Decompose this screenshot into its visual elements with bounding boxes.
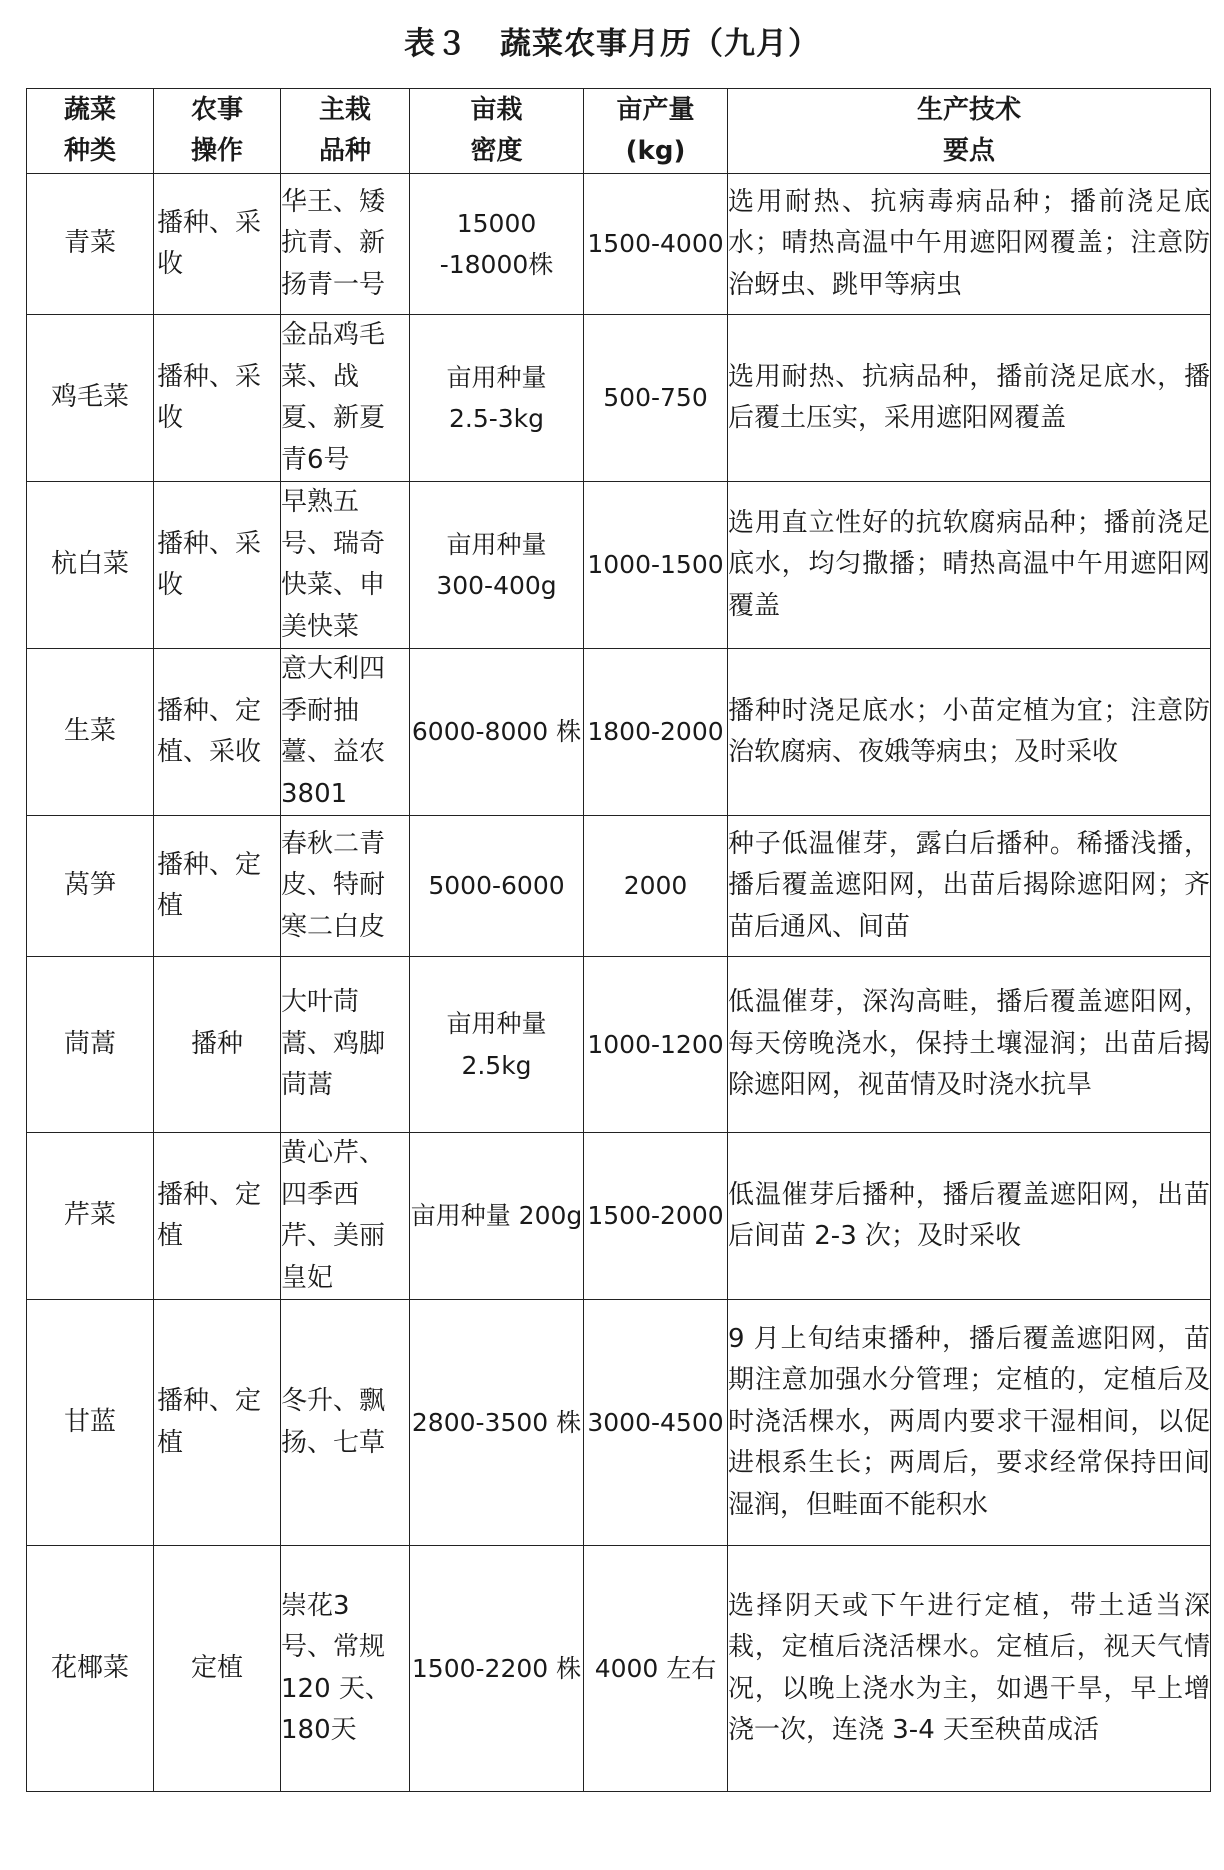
yield-cell: 500-750 <box>584 315 728 482</box>
operation-cell: 播种、定植、采收 <box>154 649 281 816</box>
header-row <box>27 89 1211 174</box>
operation-cell: 播种、定植 <box>154 1133 281 1300</box>
density-cell: 15000 -18000株 <box>410 174 584 315</box>
density-cell: 亩用种量 200g <box>410 1133 584 1300</box>
yield-cell: 1500-2000 <box>584 1133 728 1300</box>
crop-cell: 茼蒿 <box>27 957 154 1133</box>
table-row <box>27 649 1211 816</box>
header-density: 亩栽 密度 <box>410 89 584 174</box>
table-title: 表３ 蔬菜农事月历（九月） <box>404 26 820 62</box>
tech-cell: 低温催芽后播种，播后覆盖遮阳网，出苗后间苗 2-3 次；及时采收 <box>728 1133 1211 1300</box>
operation-cell: 播种、采收 <box>154 174 281 315</box>
header-tech: 生产技术 要点 <box>728 89 1211 174</box>
crop-cell: 生菜 <box>27 649 154 816</box>
density-cell: 2800-3500 株 <box>410 1300 584 1546</box>
yield-cell: 1800-2000 <box>584 649 728 816</box>
tech-cell: 种子低温催芽，露白后播种。稀播浅播，播后覆盖遮阳网，出苗后揭除遮阳网；齐苗后通风、间苗 <box>728 816 1211 957</box>
crop-cell: 青菜 <box>27 174 154 315</box>
tech-cell: 选用耐热、抗病毒病品种；播前浇足底水；晴热高温中午用遮阳网覆盖；注意防治蚜虫、跳甲等病虫 <box>728 174 1211 315</box>
variety-cell: 冬升、飘扬、七草 <box>281 1300 410 1546</box>
yield-cell: 1000-1500 <box>584 482 728 649</box>
density-cell: 5000-6000 <box>410 816 584 957</box>
density-cell: 亩用种量300-400g <box>410 482 584 649</box>
table-row <box>27 957 1211 1133</box>
tech-cell: 选择阴天或下午进行定植，带土适当深栽，定植后浇活棵水。定植后，视天气情况，以晚上浇水为主，如遇干旱，早上增浇一次，连浇 3-4 天至秧苗成活 <box>728 1546 1211 1792</box>
vegetable-calendar-table <box>26 88 1211 1792</box>
density-cell: 6000-8000 株 <box>410 649 584 816</box>
yield-cell: 2000 <box>584 816 728 957</box>
tech-cell: 播种时浇足底水；小苗定植为宜；注意防治软腐病、夜娥等病虫；及时采收 <box>728 649 1211 816</box>
tech-cell: 选用耐热、抗病品种，播前浇足底水，播后覆土压实，采用遮阳网覆盖 <box>728 315 1211 482</box>
table-row <box>27 1300 1211 1546</box>
density-cell: 亩用种量 2.5kg <box>410 957 584 1133</box>
table-row <box>27 174 1211 315</box>
table-row <box>27 482 1211 649</box>
header-crop: 蔬菜 种类 <box>27 89 154 174</box>
crop-cell: 芹菜 <box>27 1133 154 1300</box>
variety-cell: 大叶茼蒿、鸡脚茼蒿 <box>281 957 410 1133</box>
operation-cell: 播种、定植 <box>154 816 281 957</box>
variety-cell: 黄心芹、四季西芹、美丽皇妃 <box>281 1133 410 1300</box>
operation-cell: 播种 <box>154 957 281 1133</box>
table-row <box>27 816 1211 957</box>
variety-cell: 意大利四季耐抽薹、益农3801 <box>281 649 410 816</box>
operation-cell: 播种、定植 <box>154 1300 281 1546</box>
header-yield: 亩产量 (kg) <box>584 89 728 174</box>
table-row <box>27 315 1211 482</box>
table-row <box>27 1133 1211 1300</box>
operation-cell: 播种、采收 <box>154 315 281 482</box>
crop-cell: 鸡毛菜 <box>27 315 154 482</box>
operation-cell: 定植 <box>154 1546 281 1792</box>
yield-cell: 4000 左右 <box>584 1546 728 1792</box>
variety-cell: 金品鸡毛菜、战夏、新夏青6号 <box>281 315 410 482</box>
variety-cell: 华王、矮抗青、新扬青一号 <box>281 174 410 315</box>
tech-cell: 9 月上旬结束播种，播后覆盖遮阳网，苗期注意加强水分管理；定植的，定植后及时浇活棵水，两周内要求干湿相间，以促进根系生长；两周后，要求经常保持田间湿润，但畦面不能积水 <box>728 1300 1211 1546</box>
crop-cell: 莴笋 <box>27 816 154 957</box>
variety-cell: 春秋二青皮、特耐寒二白皮 <box>281 816 410 957</box>
crop-cell: 花椰菜 <box>27 1546 154 1792</box>
variety-cell: 早熟五号、瑞奇快菜、申美快菜 <box>281 482 410 649</box>
density-cell: 1500-2200 株 <box>410 1546 584 1792</box>
table-row <box>27 1546 1211 1792</box>
header-operation: 农事 操作 <box>154 89 281 174</box>
crop-cell: 杭白菜 <box>27 482 154 649</box>
density-cell: 亩用种量2.5-3kg <box>410 315 584 482</box>
operation-cell: 播种、采收 <box>154 482 281 649</box>
variety-cell: 崇花3 号、常规 120 天、180天 <box>281 1546 410 1792</box>
header-variety: 主栽 品种 <box>281 89 410 174</box>
tech-cell: 低温催芽，深沟高畦，播后覆盖遮阳网，每天傍晚浇水，保持土壤湿润；出苗后揭除遮阳网，视苗情及时浇水抗旱 <box>728 957 1211 1133</box>
crop-cell: 甘蓝 <box>27 1300 154 1546</box>
yield-cell: 1000-1200 <box>584 957 728 1133</box>
yield-cell: 3000-4500 <box>584 1300 728 1546</box>
tech-cell: 选用直立性好的抗软腐病品种；播前浇足底水，均匀撒播；晴热高温中午用遮阳网覆盖 <box>728 482 1211 649</box>
yield-cell: 1500-4000 <box>584 174 728 315</box>
